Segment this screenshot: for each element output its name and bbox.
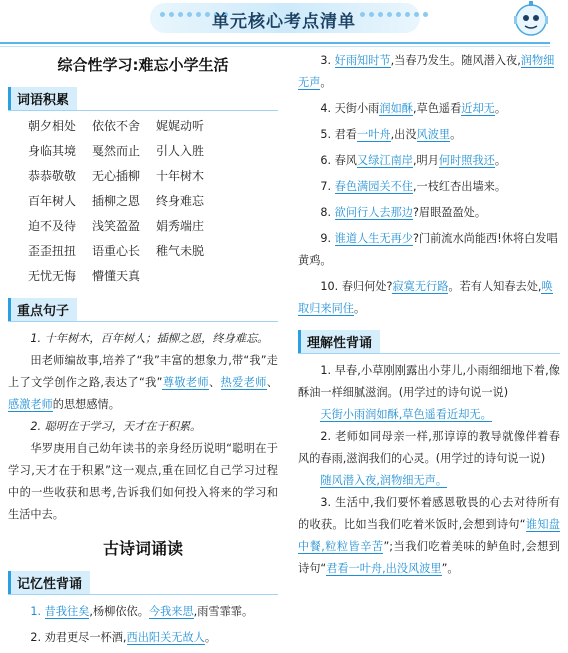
poem-line-9: 9. 谁道人生无再少?门前流水尚能西!休将白发唱黄鸡。 xyxy=(298,232,558,267)
tag-understanding-recitation: 理解性背诵 xyxy=(298,330,380,353)
vocab-word: 插柳之恩 xyxy=(92,194,141,208)
robot-mascot-icon xyxy=(508,0,554,42)
understanding-a1 xyxy=(298,404,560,426)
vocab-word: 稚气未脱 xyxy=(156,244,205,258)
poem-line-6: 6. 春风又绿江南岸,明月何时照我还。 xyxy=(320,154,507,167)
vocab-word: 懵懂天真 xyxy=(92,269,141,283)
poem-line-4: 4. 天街小雨润如酥,草色遥看近却无。 xyxy=(320,102,507,115)
poem-line-8: 8. 欲问行人去那边?眉眼盈盈处。 xyxy=(320,206,487,219)
answer-highlight: 尊敬老师 xyxy=(162,376,210,389)
answer-highlight: 热爱老师 xyxy=(220,376,267,389)
vocab-word: 无忧无悔 xyxy=(28,269,77,283)
vocab-word: 浅笑盈盈 xyxy=(92,219,141,233)
understanding-q3: 3. 生活中,我们要怀着感恩敬畏的心去对待所有的收获。比如当我们吃着米饭时,会想到诗句“谁知盘中餐,粒粒皆辛苦”;当我们吃着美味的鲈鱼时,会想到诗句“君看一叶舟,出没风波里”。 xyxy=(298,496,560,575)
answer-highlight: 西出阳关无故人 xyxy=(126,631,205,644)
poem-line-1: 1. 昔我往矣,杨柳依依。今我来思,雨雪霏霏。 xyxy=(30,605,254,618)
vocab-word: 身临其境 xyxy=(28,144,77,158)
answer-highlight: 谁知盘中餐,粒粒皆辛苦 xyxy=(298,518,560,553)
answer-highlight: 寂寞无行路 xyxy=(392,280,449,293)
vocab-word: 依依不舍 xyxy=(92,119,141,133)
key-sentence-2-explanation: 华罗庚用自己幼年读书的亲身经历说明“聪明在于学习,天才在于积累”这一观点,重在回忆自己学习过程中的一些收获和思考,告诉我们如何投入将来的学习和生活中去。 xyxy=(8,442,278,521)
vocab-word: 百年树人 xyxy=(28,194,77,208)
key-sentence-2: 2. 聪明在于学习，天才在于积累。 xyxy=(30,420,202,433)
answer-highlight: 天街小雨润如酥,草色遥看近却无。 xyxy=(320,408,492,421)
header-divider xyxy=(0,42,550,44)
answer-highlight: 君看一叶舟,出没风波里 xyxy=(326,562,442,575)
key-sentence-1-explanation: 田老师编故事,培养了“我”丰富的想象力,带“我”走上了文学创作之路,表达了“我”尊敬老师、热爱老师、感激老师的思想感情。 xyxy=(8,354,278,411)
answer-highlight: 润如酥 xyxy=(379,102,413,115)
answer-highlight: 又绿江南岸 xyxy=(357,154,413,167)
understanding-q1: 1. 早春,小草刚刚露出小芽儿,小雨细细地下着,像酥油一样细腻滋润。(用学过的诗句说一说) xyxy=(298,364,560,399)
vocab-word: 迫不及待 xyxy=(28,219,77,233)
tag-key-sentences: 重点句子 xyxy=(8,298,77,321)
answer-highlight: 唤取归来同住 xyxy=(298,280,553,315)
tag-vocabulary: 词语积累 xyxy=(8,87,77,110)
vocab-word: 娓娓动听 xyxy=(156,119,205,133)
answer-highlight: 风波里 xyxy=(416,128,451,141)
answer-highlight: 好雨知时节 xyxy=(334,54,391,67)
key-sentence-1: 1. 十年树木，百年树人；插柳之恩，终身难忘。 xyxy=(30,332,269,345)
vocab-word: 语重心长 xyxy=(92,244,141,258)
vocab-word: 恭恭敬敬 xyxy=(28,169,77,183)
header-banner xyxy=(0,0,568,40)
vocab-word: 娟秀端庄 xyxy=(156,219,205,233)
page-title: 单元核心考点清单 xyxy=(212,12,356,32)
vocab-word: 无心插柳 xyxy=(92,169,141,183)
vocab-word: 朝夕相处 xyxy=(28,119,77,133)
tag-underline xyxy=(298,353,560,354)
poem-line-7: 7. 春色满园关不住,一枝红杏出墙来。 xyxy=(320,180,507,193)
vocabulary-grid xyxy=(28,117,278,284)
tag-underline xyxy=(8,594,278,595)
vocab-word: 十年树木 xyxy=(156,169,205,183)
section-title-poetry: 古诗词诵读 xyxy=(102,539,183,558)
answer-highlight: 谁道人生无再少 xyxy=(334,232,413,245)
header-divider-thin xyxy=(0,46,550,47)
answer-highlight: 近却无 xyxy=(461,102,495,115)
answer-highlight: 昔我往矣 xyxy=(44,605,90,618)
tag-underline xyxy=(8,321,278,322)
vocab-word: 终身难忘 xyxy=(156,194,205,208)
answer-highlight: 春色满园关不住 xyxy=(334,180,413,193)
answer-highlight: 润物细无声 xyxy=(298,54,555,89)
answer-highlight: 欲问行人去那边 xyxy=(334,206,413,219)
poem-line-3: 3. 好雨知时节,当春乃发生。随风潜入夜,润物细无声。 xyxy=(298,54,555,89)
answer-highlight: 随风潜入夜,润物细无声。 xyxy=(320,474,448,487)
right-column xyxy=(298,50,560,580)
vocab-word: 戛然而止 xyxy=(92,144,141,158)
answer-highlight: 何时照我还 xyxy=(438,154,495,167)
poem-line-5: 5. 君看一叶舟,出没风波里。 xyxy=(320,128,462,141)
answer-highlight: 今我来思 xyxy=(148,605,194,618)
understanding-q2: 2. 老师如同母亲一样,那谆谆的教导就像伴着春风的春雨,滋润我们的心灵。(用学过的诗句说一说) xyxy=(298,430,560,465)
understanding-a2 xyxy=(298,470,560,492)
vocab-word: 引人入胜 xyxy=(156,144,205,158)
tag-memory-recitation: 记忆性背诵 xyxy=(8,571,90,594)
answer-highlight: 感激老师 xyxy=(8,398,53,411)
section-title-comprehensive: 综合性学习:难忘小学生活 xyxy=(57,56,229,74)
vocab-word: 歪歪扭扭 xyxy=(28,244,77,258)
answer-highlight: 一叶舟 xyxy=(357,128,391,141)
left-column xyxy=(8,50,278,653)
tag-underline xyxy=(8,110,278,111)
poem-line-10: 10. 春归何处?寂寞无行路。若有人知春去处,唤取归来同住。 xyxy=(298,280,553,315)
poem-line-2: 2. 劝君更尽一杯酒,西出阳关无故人。 xyxy=(30,631,217,644)
